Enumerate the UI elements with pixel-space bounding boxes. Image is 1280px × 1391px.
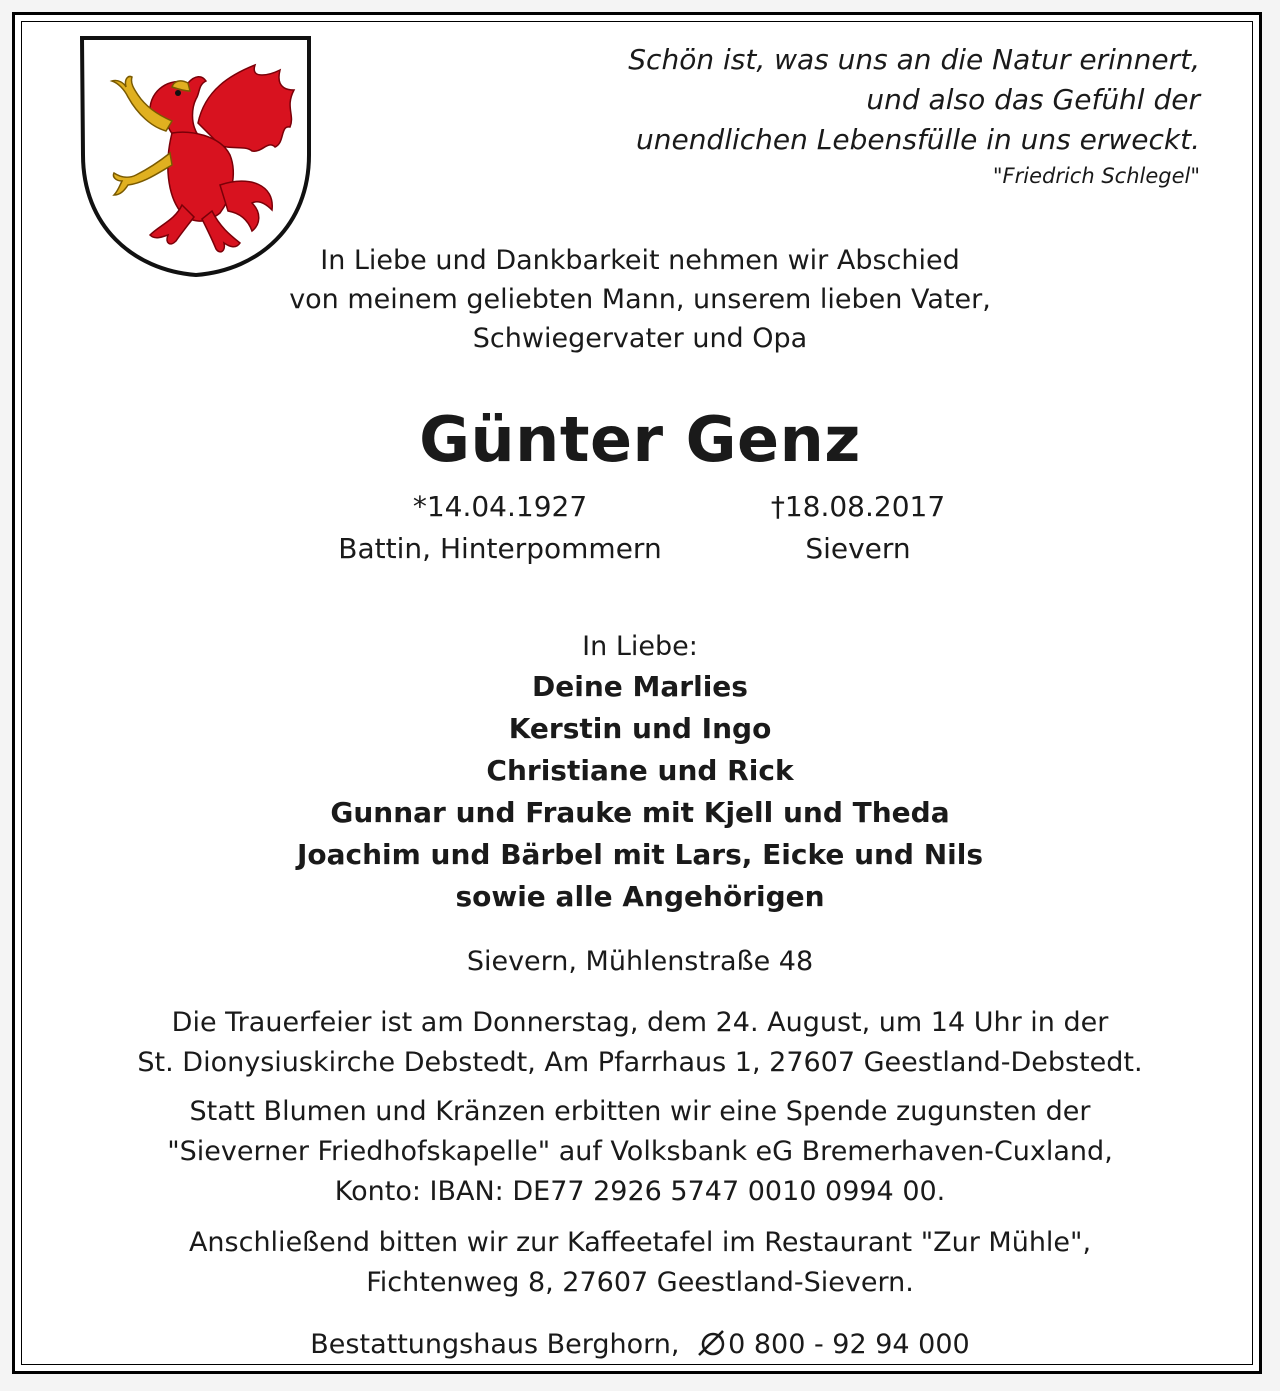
reception-line: Anschließend bitten wir zur Kaffeetafel im Restaurant "Zur Mühle", bbox=[188, 1227, 1092, 1258]
birth-place: Battin, Hinterpommern bbox=[338, 532, 662, 565]
mourner-line: sowie alle Angehörigen bbox=[455, 880, 825, 913]
quote-line: Schön ist, was uns an die Natur erinnert, bbox=[628, 43, 1200, 76]
birth-info bbox=[300, 486, 700, 570]
deceased-name: Günter Genz bbox=[419, 403, 861, 476]
donation-line: Konto: IBAN: DE77 2926 5747 0010 0994 00. bbox=[334, 1176, 946, 1207]
death-date: †18.08.2017 bbox=[770, 490, 946, 523]
quote-line: und also das Gefühl der bbox=[866, 83, 1200, 116]
phone-symbol-icon bbox=[696, 1329, 726, 1357]
reception-line: Fichtenweg 8, 27607 Geestland-Sievern. bbox=[366, 1267, 914, 1298]
mourner-line: Joachim und Bärbel mit Lars, Eicke und Nils bbox=[296, 838, 984, 871]
reception-info bbox=[0, 1223, 1280, 1303]
mourner-line: Deine Marlies bbox=[532, 670, 748, 703]
funeral-home-phone: 0 800 - 92 94 000 bbox=[728, 1329, 970, 1360]
mourner-line: Gunnar und Frauke mit Kjell und Theda bbox=[330, 796, 950, 829]
death-place: Sievern bbox=[805, 532, 911, 565]
mourner-line: Kerstin und Ingo bbox=[508, 712, 772, 745]
death-info bbox=[658, 486, 1058, 570]
ceremony-line: Die Trauerfeier ist am Donnerstag, dem 24. August, um 14 Uhr in der bbox=[171, 1007, 1109, 1038]
funeral-home-contact bbox=[0, 1325, 1280, 1365]
intro-line: von meinem geliebten Mann, unserem lieben Vater, bbox=[289, 284, 991, 315]
donation-line: "Sieverner Friedhofskapelle" auf Volksbank eG Bremerhaven-Cuxland, bbox=[167, 1136, 1113, 1167]
ceremony-info bbox=[0, 1003, 1280, 1083]
mourners-list bbox=[0, 666, 1280, 918]
mourner-line: Christiane und Rick bbox=[486, 754, 794, 787]
family-address: Sievern, Mühlenstraße 48 bbox=[466, 946, 814, 977]
quote-author: "Friedrich Schlegel" bbox=[992, 164, 1200, 188]
funeral-home-name: Bestattungshaus Berghorn, bbox=[310, 1329, 680, 1360]
quote-line: unendlichen Lebensfülle in uns erweckt. bbox=[635, 123, 1200, 156]
mourners-label: In Liebe: bbox=[582, 631, 698, 662]
ceremony-line: St. Dionysiuskirche Debstedt, Am Pfarrhaus 1, 27607 Geestland-Debstedt. bbox=[137, 1047, 1143, 1078]
quote-block bbox=[560, 40, 1200, 192]
intro-text bbox=[0, 241, 1280, 358]
intro-line: In Liebe und Dankbarkeit nehmen wir Abschied bbox=[320, 245, 960, 276]
donation-info bbox=[0, 1092, 1280, 1212]
birth-date: *14.04.1927 bbox=[412, 490, 588, 523]
donation-line: Statt Blumen und Kränzen erbitten wir eine Spende zugunsten der bbox=[189, 1096, 1091, 1127]
intro-line: Schwiegervater und Opa bbox=[472, 323, 808, 354]
